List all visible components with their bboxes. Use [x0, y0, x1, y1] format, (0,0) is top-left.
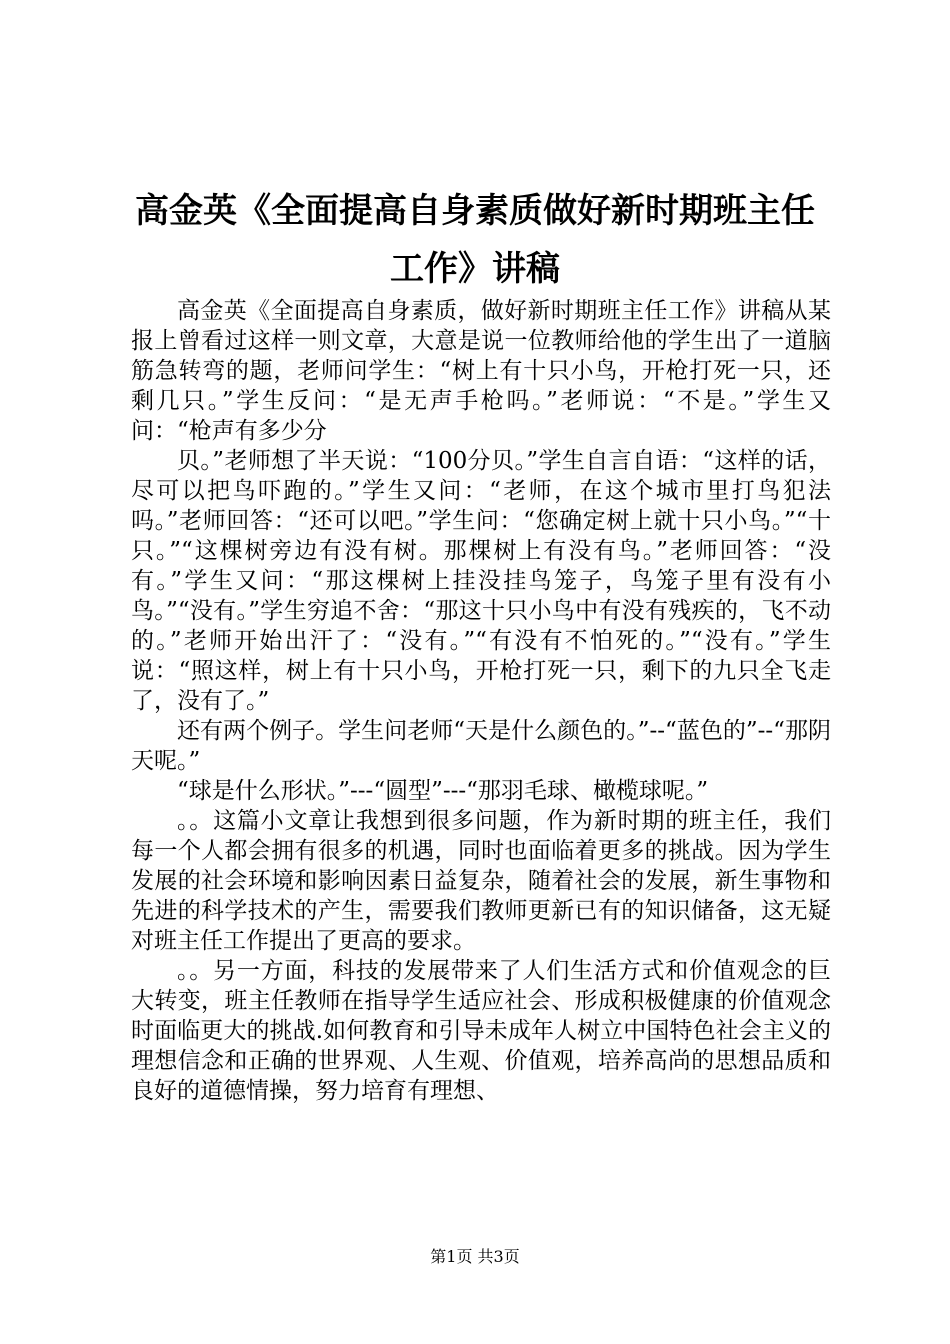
paragraph-3: 还有两个例子。学生问老师“天是什么颜色的。”--“蓝色的”--“那阴天呢。” [131, 718, 831, 774]
paragraph-6: 。。另一方面，科技的发展带来了人们生活方式和价值观念的巨大转变，班主任教师在指导学生适应社会、形成积极健康的价值观念时面临更大的挑战.如何教育和引导未成年人树立中国特色社会主义的理想信念和正确的世界观、人生观、价值观，培养高尚的思想品质和良好的道德情操，努力培育有理想、 [131, 958, 831, 1104]
paragraph-5: 。。这篇小文章让我想到很多问题，作为新时期的班主任，我们每一个人都会拥有很多的机遇，同时也面临着更多的挑战。因为学生发展的社会环境和影响因素日益复杂，随着社会的发展，新生事物和先进的科学技术的产生，需要我们教师更新已有的知识储备，这无疑对班主任工作提出了更高的要求。 [131, 808, 831, 954]
paragraph-4: “球是什么形状。”---“圆型”---“那羽毛球、橄榄球呢。” [177, 778, 709, 804]
paragraph-1: 高金英《全面提高自身素质，做好新时期班主任工作》讲稿从某报上曾看过这样一则文章，大意是说一位教师给他的学生出了一道脑筋急转弯的题，老师问学生：“树上有十只小鸟，开枪打死一只，还剩几只。”学生反问：“是无声手枪吗。”老师说：“不是。”学生又问：“枪声有多少分 [131, 298, 831, 444]
title-line-1: 高金英《全面提高自身素质做好新时期班主任 [135, 191, 815, 231]
document-body [131, 296, 831, 1106]
page-footer: 第1页 共3页 [430, 1247, 520, 1266]
title-line-2: 工作》讲稿 [390, 249, 560, 289]
document-title [105, 182, 845, 298]
paragraph-2: 贝。”老师想了半天说：“100分贝。”学生自言自语：“这样的话，尽可以把鸟吓跑的。”学生又问：“老师，在这个城市里打鸟犯法吗。”老师回答：“还可以吧。”学生问：“您确定树上就十只小鸟。”“十只。”“这棵树旁边有没有树。那棵树上有没有鸟。”老师回答：“没有。”学生又问：“那这棵树上挂没挂鸟笼子，鸟笼子里有没有小鸟。”“没有。”学生穷追不舍：“那这十只小鸟中有没有残疾的，飞不动的。”老师开始出汗了：“没有。”“有没有不怕死的。”“没有。”学生说：“照这样，树上有十只小鸟，开枪打死一只，剩下的九只全飞走了，没有了。” [131, 448, 831, 714]
